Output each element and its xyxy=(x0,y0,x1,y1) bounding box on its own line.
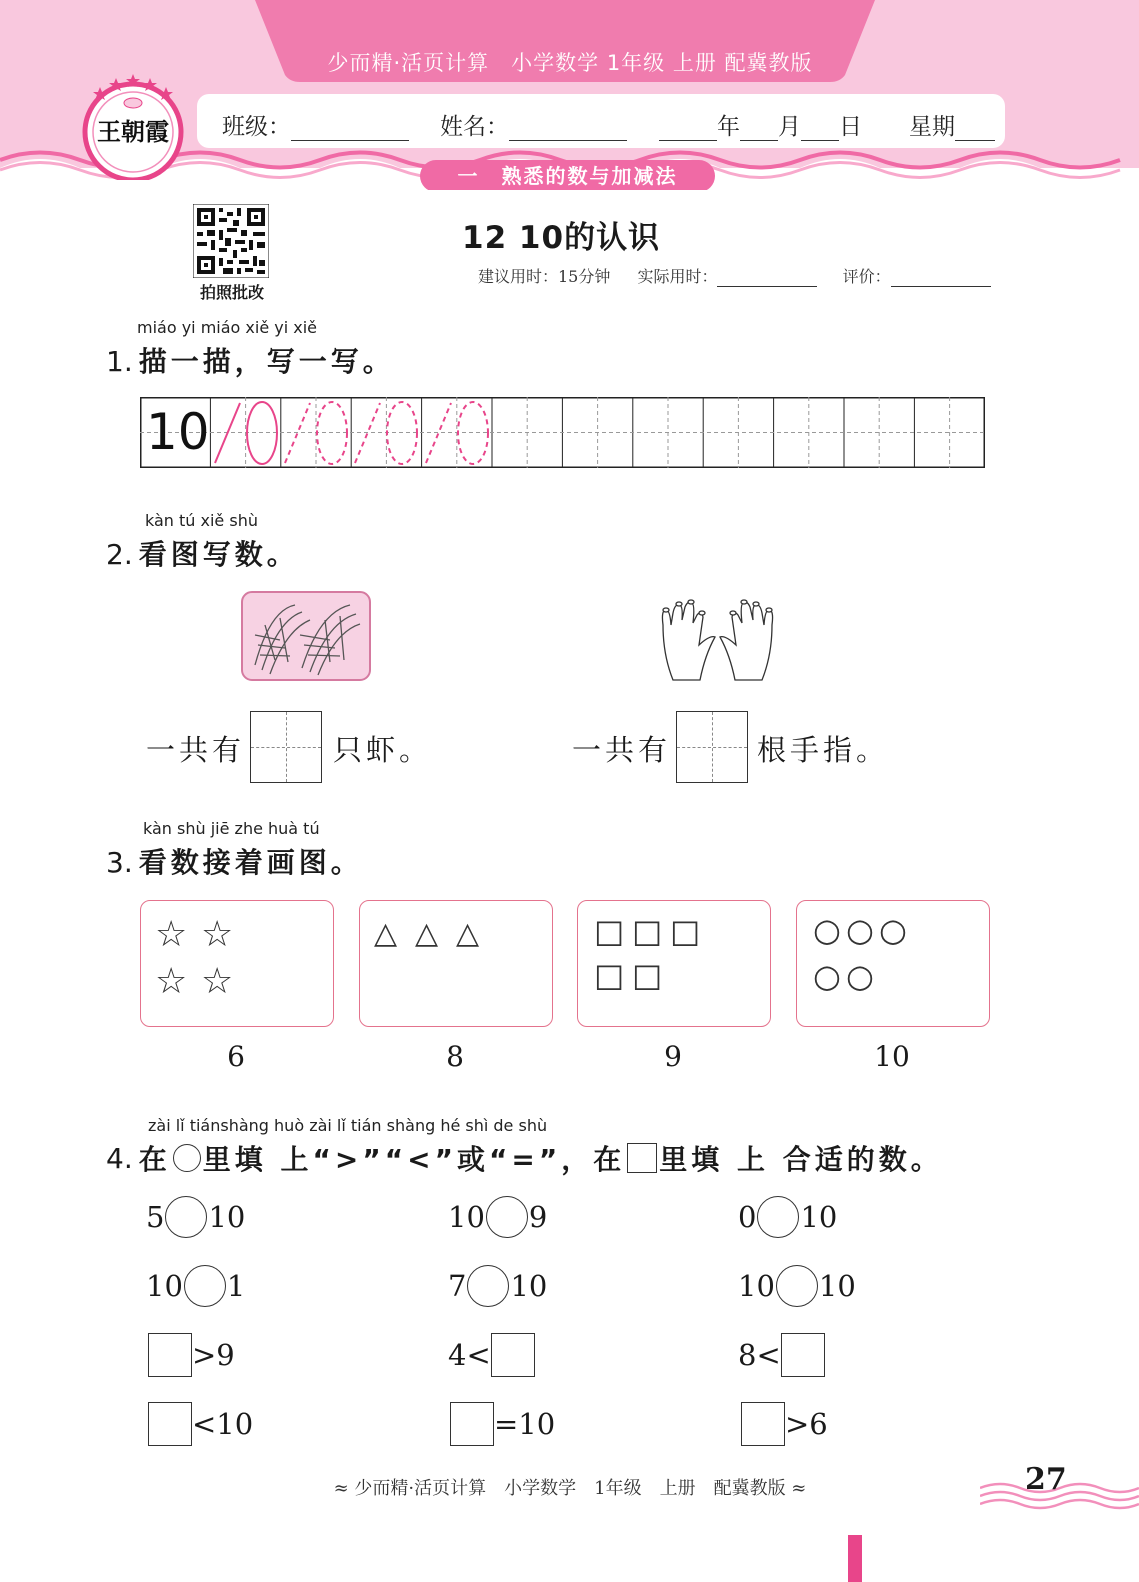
fill-item: =10 xyxy=(450,1402,555,1446)
fill-item: <10 xyxy=(148,1402,253,1446)
name-field[interactable]: 姓名： xyxy=(440,108,627,141)
target-count: 8 xyxy=(446,1040,464,1073)
day-blank[interactable] xyxy=(801,118,839,141)
answer-square[interactable] xyxy=(781,1333,825,1377)
circle-icon: ○ xyxy=(813,957,841,995)
page-edge-tab xyxy=(848,1535,862,1582)
q2-heading: 2. 看图写数。 xyxy=(106,538,299,571)
answer-square[interactable] xyxy=(148,1333,192,1377)
answer-square[interactable] xyxy=(148,1402,192,1446)
month-blank[interactable] xyxy=(740,118,778,141)
shrimp-suffix: 只虾。 xyxy=(333,733,433,767)
triangle-icon: △ xyxy=(415,916,439,951)
compare-item: 10 1 xyxy=(146,1265,245,1307)
drawing-box-circles[interactable] xyxy=(796,900,990,1027)
evaluation-blank[interactable] xyxy=(891,268,991,287)
weekday-field[interactable]: 星期 xyxy=(909,108,995,141)
fill-item: 8< xyxy=(738,1333,825,1377)
q2-pinyin: kàn tú xiě shù xyxy=(145,511,258,530)
hands-picture xyxy=(655,595,780,685)
q1-pinyin: miáo yi miáo xiě yi xiě xyxy=(137,318,318,337)
actual-time-label: 实际用时： xyxy=(637,267,718,286)
star-icon: ☆ xyxy=(155,961,188,1002)
fingers-suffix: 根手指。 xyxy=(757,733,890,767)
compare-circle[interactable] xyxy=(184,1265,226,1307)
compare-item: 0 10 xyxy=(738,1196,837,1238)
q4-pinyin: zài lǐ tiánshàng huò zài lǐ tián shàng hé shì de shù xyxy=(148,1116,548,1135)
compare-circle[interactable] xyxy=(165,1196,207,1238)
target-count: 10 xyxy=(874,1040,910,1073)
compare-item: 10 10 xyxy=(738,1265,856,1307)
square-icon: □ xyxy=(632,956,663,994)
square-icon: □ xyxy=(594,956,625,994)
circle-icon: ○ xyxy=(846,911,874,949)
fill-item: 4< xyxy=(448,1333,535,1377)
compare-circle[interactable] xyxy=(776,1265,818,1307)
star-icon: ☆ xyxy=(155,914,188,955)
compare-circle[interactable] xyxy=(467,1265,509,1307)
q4-heading: 4. 在 里填 上“>”“<”或“=”，在 里填 上 合适的数。 xyxy=(106,1141,943,1176)
square-icon: □ xyxy=(594,912,625,950)
actual-time-blank[interactable] xyxy=(717,268,817,287)
sample-number: 10 xyxy=(146,403,210,461)
target-count: 6 xyxy=(227,1040,245,1073)
weekday-blank[interactable] xyxy=(955,118,995,141)
square-icon: □ xyxy=(670,912,701,950)
compare-circle[interactable] xyxy=(486,1196,528,1238)
q1-heading: 1. 描一描，写一写。 xyxy=(106,345,395,378)
fill-item: >6 xyxy=(741,1402,828,1446)
triangle-icon: △ xyxy=(456,916,480,951)
class-blank[interactable] xyxy=(291,118,409,141)
fingers-answer-box[interactable] xyxy=(676,711,748,783)
answer-square[interactable] xyxy=(741,1402,785,1446)
star-icon: ☆ xyxy=(201,914,234,955)
brand-logo xyxy=(78,70,188,180)
date-field[interactable]: 年 月 日 xyxy=(659,108,862,141)
fill-item: >9 xyxy=(148,1333,235,1377)
circle-icon: ○ xyxy=(813,911,841,949)
compare-item: 7 10 xyxy=(448,1265,547,1307)
drawing-box-triangles[interactable] xyxy=(359,900,553,1027)
drawing-box-stars[interactable] xyxy=(140,900,334,1027)
page-number: 27 xyxy=(1025,1462,1067,1497)
chapter-banner: 一 熟悉的数与加减法 xyxy=(457,164,678,188)
q3-pinyin: kàn shù jiē zhe huà tú xyxy=(143,819,320,838)
qr-caption: 拍照批改 xyxy=(199,283,264,302)
name-blank[interactable] xyxy=(509,118,627,141)
target-count: 9 xyxy=(664,1040,682,1073)
brand-name: 王朝霞 xyxy=(97,117,169,146)
student-info-bar xyxy=(197,94,1005,148)
lesson-meta xyxy=(478,264,991,287)
circle-blank-icon xyxy=(173,1144,201,1172)
compare-circle[interactable] xyxy=(757,1196,799,1238)
q3-heading: 3. 看数接着画图。 xyxy=(106,846,363,879)
star-icon: ☆ xyxy=(201,961,234,1002)
evaluation-label: 评价： xyxy=(842,267,891,286)
compare-item: 10 9 xyxy=(448,1196,547,1238)
writing-grid[interactable] xyxy=(140,397,985,468)
answer-square[interactable] xyxy=(491,1333,535,1377)
triangle-icon: △ xyxy=(374,916,398,951)
square-blank-icon xyxy=(627,1143,657,1173)
class-field[interactable]: 班级： xyxy=(222,108,409,141)
suggested-time: 建议用时：15分钟 xyxy=(478,267,611,286)
compare-item: 5 10 xyxy=(146,1196,245,1238)
shrimp-picture xyxy=(240,590,372,682)
qr-code[interactable] xyxy=(193,204,269,278)
answer-square[interactable] xyxy=(450,1402,494,1446)
year-blank[interactable] xyxy=(659,118,717,141)
series-title: 少而精·活页计算 小学数学 1年级 上册 配冀教版 xyxy=(327,51,813,75)
shrimp-prefix: 一共有 xyxy=(146,733,246,767)
footer-series: ≈ 少而精·活页计算 小学数学 1年级 上册 配冀教版 ≈ xyxy=(333,1478,807,1499)
shrimp-answer-box[interactable] xyxy=(250,711,322,783)
lesson-title: 12 10的认识 xyxy=(462,220,661,256)
circle-icon: ○ xyxy=(846,957,874,995)
circle-icon: ○ xyxy=(879,911,907,949)
square-icon: □ xyxy=(632,912,663,950)
fingers-prefix: 一共有 xyxy=(572,733,672,767)
drawing-box-squares[interactable] xyxy=(577,900,771,1027)
